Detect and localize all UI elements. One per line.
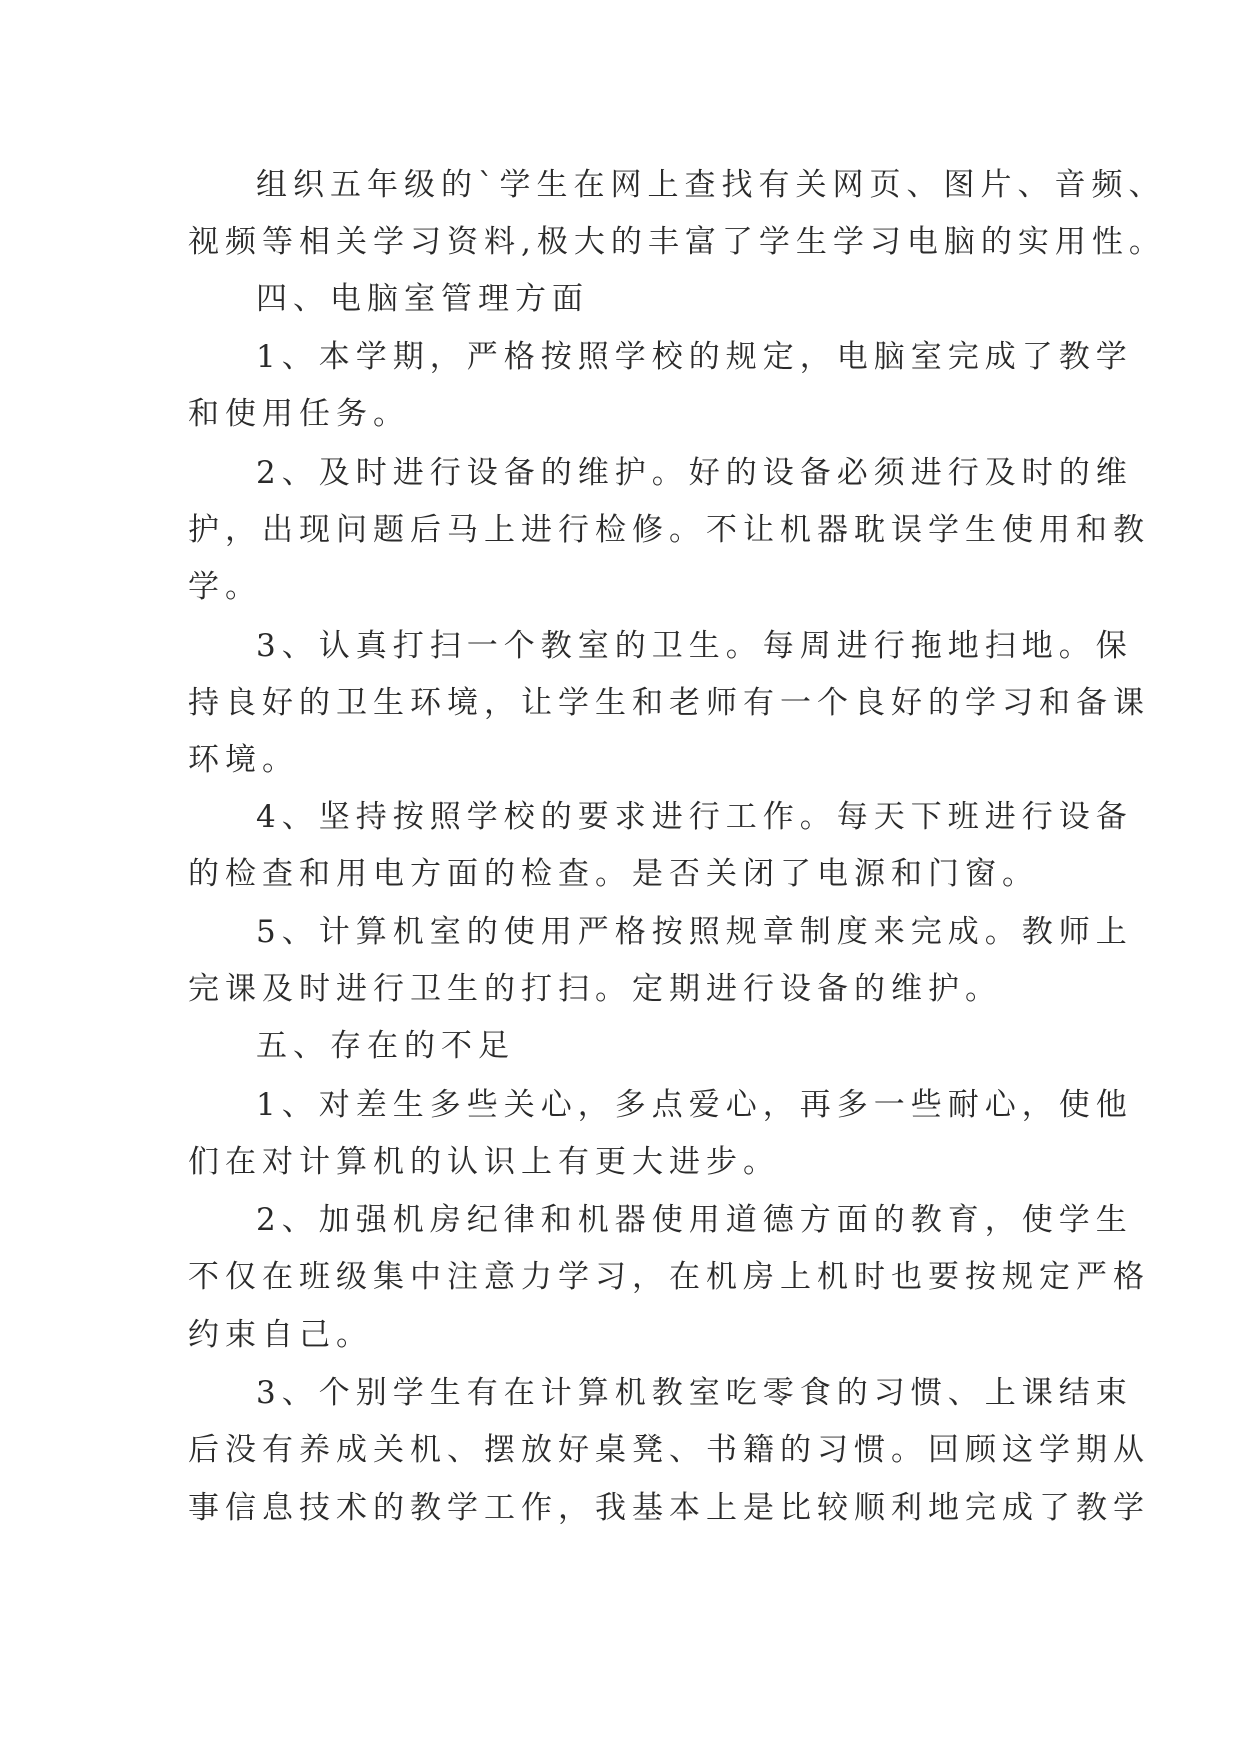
text-line: 完课及时进行卫生的打扫。定期进行设备的维护。 <box>188 971 1002 1007</box>
section-heading: 四、电脑室管理方面 <box>256 281 589 317</box>
text-line: 的检查和用电方面的检查。是否关闭了电源和门窗。 <box>188 856 1039 892</box>
section-heading: 五、存在的不足 <box>256 1028 515 1064</box>
text-line: 5、计算机室的使用严格按照规章制度来完成。教师上 <box>256 914 1133 950</box>
text-line: 们在对计算机的认识上有更大进步。 <box>188 1144 780 1180</box>
text-line: 后没有养成关机、摆放好桌凳、书籍的习惯。回顾这学期从 <box>188 1432 1150 1468</box>
text-line: 学。 <box>188 569 262 605</box>
text-line: 3、个别学生有在计算机教室吃零食的习惯、上课结束 <box>256 1375 1133 1411</box>
text-line: 1、本学期，严格按照学校的规定，电脑室完成了教学 <box>256 339 1133 375</box>
text-line: 1、对差生多些关心，多点爱心，再多一些耐心，使他 <box>256 1087 1133 1123</box>
text-line: 4、坚持按照学校的要求进行工作。每天下班进行设备 <box>256 799 1133 835</box>
text-line: 约束自己。 <box>188 1317 373 1353</box>
text-line: 环境。 <box>188 742 299 778</box>
text-line: 护，出现问题后马上进行检修。不让机器耽误学生使用和教 <box>188 512 1150 548</box>
text-line: 2、加强机房纪律和机器使用道德方面的教育，使学生 <box>256 1202 1133 1238</box>
text-line: 不仅在班级集中注意力学习，在机房上机时也要按规定严格 <box>188 1259 1150 1295</box>
text-line: 持良好的卫生环境，让学生和老师有一个良好的学习和备课 <box>188 685 1150 721</box>
text-line: 2、及时进行设备的维护。好的设备必须进行及时的维 <box>256 455 1133 491</box>
text-line: 组织五年级的`学生在网上查找有关网页、图片、音频、 <box>256 167 1166 203</box>
text-line: 事信息技术的教学工作，我基本上是比较顺利地完成了教学 <box>188 1490 1150 1526</box>
text-line: 3、认真打扫一个教室的卫生。每周进行拖地扫地。保 <box>256 628 1133 664</box>
text-line: 视频等相关学习资料,极大的丰富了学生学习电脑的实用性。 <box>188 224 1166 260</box>
text-line: 和使用任务。 <box>188 396 410 432</box>
